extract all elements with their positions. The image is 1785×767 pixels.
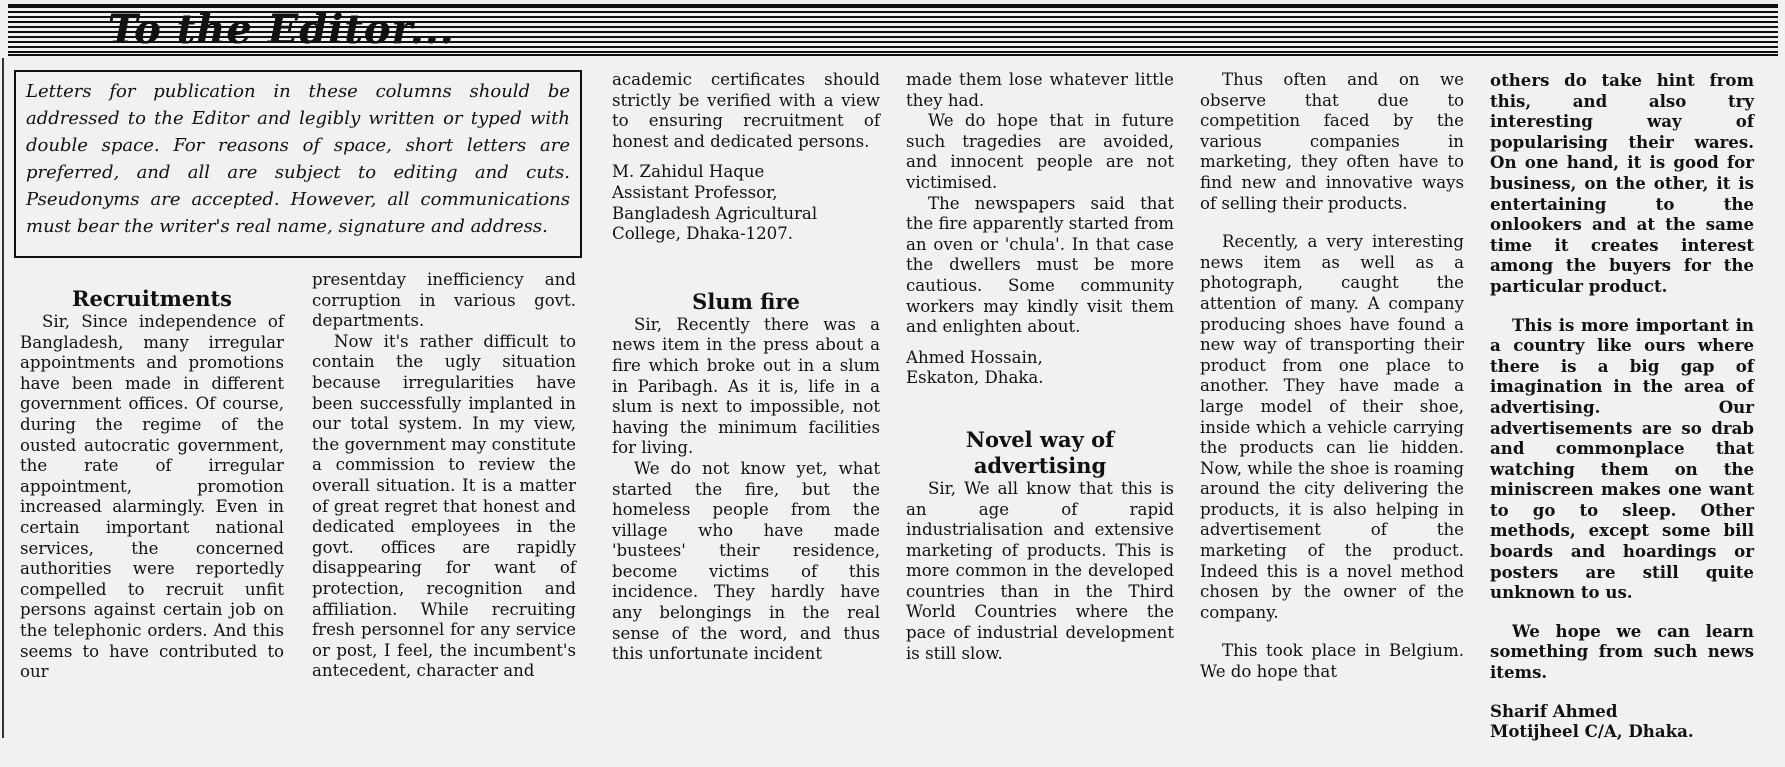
column-6 <box>1490 70 1754 742</box>
column-4 <box>906 70 1174 664</box>
advertising-paragraph-3: Recently, a very interesting news item as well as a photograph, caught the attention of many. A company producing shoes have found a new way of transporting their product from one place to another. They have made a large model of their shoe, inside which a vehicle carrying the products can lie hidden. Now, while the shoe is roaming around the city delivering the products, it is also helping in advertisement of the marketing of the product. Indeed this is a novel method chosen by the owner of the company. <box>1200 232 1464 622</box>
editorial-notice-box <box>14 70 582 258</box>
column-2 <box>312 270 576 682</box>
advertising-paragraph-4-cont: others do take hint from this, and also try interesting way of popularising their wares. On one hand, it is good for business, on the other, it is entertaining to the onlookers and at the same time it creates interest among the buyers for the particular product. <box>1490 70 1754 296</box>
slum-fire-paragraph-2: We do not know yet, what started the fire, but the homeless people from the village who have made 'bustees' their residence, become victims of this incidence. They hardly have any belongings in the real sense of the word, and thus this unfortunate incident <box>612 458 880 664</box>
recruitments-headline: Recruitments <box>72 286 232 311</box>
recruitments-signature-address: College, Dhaka-1207. <box>612 224 794 244</box>
recruitments-signature-name: M. Zahidul Haque <box>612 162 765 182</box>
recruitments-paragraph-2: Now it's rather difficult to contain the ugly situation because irregularities have been successfully implanted in our total system. In my view, the government may constitute a commission to review the overall situation. It is a matter of great regret that honest and dedicated employees in the govt. offices are rapidly disappearing for want of protection, recognition and affiliation. While recruiting fresh personnel for any service or post, I feel, the incumbent's antecedent, character and <box>312 331 576 681</box>
advertising-signature-address: Motijheel C/A, Dhaka. <box>1490 721 1694 742</box>
slum-fire-signature-name: Ahmed Hossain, <box>906 347 1043 367</box>
column-1 <box>20 286 284 683</box>
slum-fire-signature-address: Eskaton, Dhaka. <box>906 368 1044 388</box>
section-banner <box>8 4 1778 56</box>
section-title: To the Editor... <box>108 6 455 53</box>
advertising-paragraph-6: We hope we can learn something from such news items. <box>1490 620 1754 683</box>
left-margin-rule <box>2 58 4 738</box>
advertising-paragraph-1: Sir, We all know that this is an age of rapid industrialisation and extensive marketing of products. This is more common in the developed countries than in the Third World Countries where the pace of industrial development is still slow. <box>906 478 1174 663</box>
notice-text: Letters for publication in these columns should be addressed to the Editor and legibly written or typed with double space. For reasons of space, short letters are preferred, and all are subject to editing and cuts. Pseudonyms are accepted. However, all communications must bear the writer's real name, signature and address. <box>26 81 570 237</box>
column-5 <box>1200 70 1464 683</box>
slum-fire-paragraph-2-cont: made them lose whatever little they had. <box>906 70 1174 110</box>
slum-fire-paragraph-4: The newspapers said that the fire apparently started from an oven or 'chula'. In that case the dwellers must be more cautious. Some community workers may kindly visit them and enlighten about. <box>906 193 1174 337</box>
recruitments-signature-title: Assistant Professor, <box>612 182 778 202</box>
advertising-paragraph-4: This took place in Belgium. We do hope that <box>1200 641 1464 682</box>
recruitments-paragraph-1-cont: presentday inefficiency and corruption in various govt. departments. <box>312 270 576 331</box>
recruitments-paragraph-2-cont: academic certificates should strictly be verified with a view to ensuring recruitment of honest and dedicated persons. <box>612 70 880 151</box>
advertising-signature-name: Sharif Ahmed <box>1490 700 1618 721</box>
advertising-paragraph-2: Thus often and on we observe that due to competition faced by the various companies in marketing, they often have to find new and innovative ways of selling their products. <box>1200 70 1464 213</box>
recruitments-paragraph-1: Sir, Since independence of Bangladesh, many irregular appointments and promotions have been made in different government offices. Of course, during the regime of the ousted autocratic government, the rate of irregular appointment, promotion increased alarmingly. Even in certain important national services, the concerned authorities were reportedly compelled to recruit unfit persons against certain job on the telephonic orders. And this seems to have contributed to our <box>20 312 284 682</box>
slum-fire-headline: Slum fire <box>692 288 800 314</box>
advertising-paragraph-5: This is more important in a country like ours where there is a big gap of imagination in the area of advertising. Our advertisements are so drab and commonplace that watching them on the miniscreen makes one want to go to sleep. Other methods, except some bill boards and hoardings or posters are still quite unknown to us. <box>1490 314 1754 603</box>
recruitments-signature-org: Bangladesh Agricultural <box>612 203 818 223</box>
column-3 <box>612 70 880 665</box>
slum-fire-paragraph-1: Sir, Recently there was a news item in the press about a fire which broke out in a slum in Paribagh. As it is, life in a slum is next to impossible, not having the minimum facilities for living. <box>612 314 880 458</box>
slum-fire-paragraph-3: We do hope that in future such tragedies are avoided, and innocent people are not victimised. <box>906 111 1174 192</box>
advertising-headline: Novel way of advertising <box>965 426 1115 478</box>
